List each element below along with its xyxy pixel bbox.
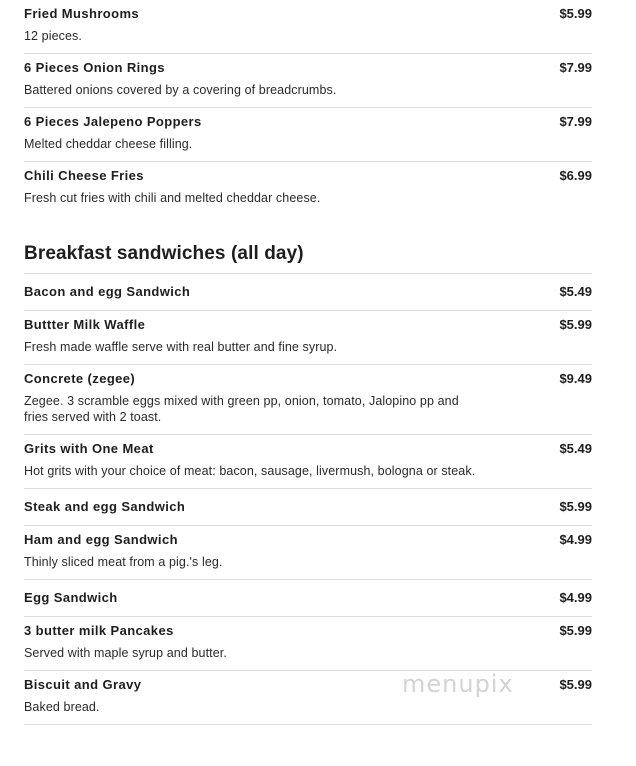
item-price: $5.99 [559,317,592,332]
item-name: Egg Sandwich [24,590,118,605]
item-description: Battered onions covered by a covering of breadcrumbs. [24,83,337,97]
item-description: Zegee. 3 scramble eggs mixed with green pp, onion, tomato, Jalopino pp and fries served with 2 toast. [24,394,459,424]
item-price: $7.99 [559,60,592,75]
item-price: $4.99 [559,532,592,547]
menu-item [24,274,592,311]
item-name: Fried Mushrooms [24,6,140,21]
item-name: 3 butter milk Pancakes [24,623,174,638]
watermark-logo: menupix [402,670,514,698]
item-price: $5.99 [559,677,592,692]
item-description: 12 pieces. [24,29,82,43]
menu-item [24,0,592,54]
item-price: $5.49 [559,441,592,456]
menu-item [24,108,592,162]
menu-list [24,0,592,725]
item-name: Biscuit and Gravy [24,677,142,692]
item-description: Fresh made waffle serve with real butter and fine syrup. [24,340,338,354]
item-name: Steak and egg Sandwich [24,499,186,514]
item-price: $5.99 [559,6,592,21]
menu-item [24,617,592,671]
item-name: Bacon and egg Sandwich [24,284,191,299]
item-price: $7.99 [559,114,592,129]
item-price: $5.99 [559,623,592,638]
item-description: Thinly sliced meat from a pig.'s leg. [24,555,223,569]
menu-item [24,311,592,365]
menu-item [24,580,592,617]
section-title: Breakfast sandwiches (all day) [24,215,592,274]
item-price: $6.99 [559,168,592,183]
item-name: 6 Pieces Onion Rings [24,60,165,75]
item-name: Grits with One Meat [24,441,154,456]
item-price: $4.99 [559,590,592,605]
item-name: Concrete (zegee) [24,371,136,386]
item-name: Buttter Milk Waffle [24,317,146,332]
item-name: Ham and egg Sandwich [24,532,178,547]
menu-item [24,489,592,526]
menu-item [24,54,592,108]
item-description: Melted cheddar cheese filling. [24,137,193,151]
item-price: $9.49 [559,371,592,386]
item-name: Chili Cheese Fries [24,168,144,183]
item-name: 6 Pieces Jalepeno Poppers [24,114,202,129]
menu-item [24,435,592,489]
menu-item [24,526,592,580]
item-price: $5.49 [559,284,592,299]
item-description: Fresh cut fries with chili and melted cheddar cheese. [24,191,321,205]
item-description: Baked bread. [24,700,100,714]
item-price: $5.99 [559,499,592,514]
menu-item [24,162,592,215]
item-description: Served with maple syrup and butter. [24,646,227,660]
item-description: Hot grits with your choice of meat: bacon, sausage, livermush, bologna or steak. [24,464,476,478]
menu-item [24,365,592,435]
